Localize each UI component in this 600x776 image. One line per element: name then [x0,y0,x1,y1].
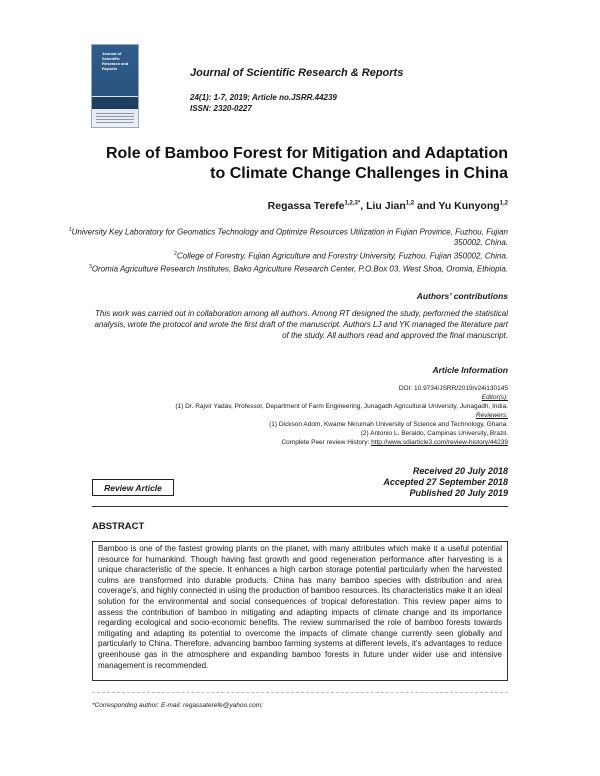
issn-line: ISSN: 2320-0227 [190,104,252,113]
article-type-badge: Review Article [92,479,174,496]
affiliation [48,249,508,262]
affiliation-text: Oromia Agriculture Research Institutes, Bako Agriculture Research Center, P.O.Box 03, West Shoa, Oromia, Ethiopia. [91,264,508,274]
volume-line: 24(1): 1-7, 2019; Article no.JSRR.44239 [190,93,337,102]
article-dates [383,466,508,499]
contributions-heading: Authors’ contributions [416,291,508,301]
footnote-divider [92,692,508,693]
section-divider [92,506,508,507]
cover-band [92,97,138,109]
received-date: Received 20 July 2018 [412,466,508,476]
affiliation-number: 2 [174,250,177,257]
author-name: Yu Kunyong [438,200,500,212]
cover-title: Journal of Scientific Research and Reports [102,51,129,71]
author-superscript: 1,2 [405,200,415,207]
reviewer-entry: (1) Dickson Adom, Kwame Nkrumah University of Science and Technology, Ghana. [269,421,508,428]
abstract-heading: ABSTRACT [92,521,145,532]
reviewers-label: Reviewers: [475,412,508,419]
doi: DOI: 10.9734/JSRR/2019/v24i130145 [398,385,508,392]
abstract-text: Bamboo is one of the fastest growing plants on the planet, with many attributes which make it a useful potential resource for humankind. Though having fast growth and good regeneration performance after harvesting is a unique characteristic of the specie. It enhances a high carbon storage potential particularly when the harvested culms are transformed into durable products. China has many bamboo species with distribution and area coverage's, and highly connected in using the production of bamboo resources. Its characteristics make it an ideal solution for the environmental and social consequences of tropical deforestation. This review paper aims to assess the contribution of bamboo in mitigating and adapting impacts of climate change and its importance regarding ecological and socio-economic benefits. The review summarised the role of bamboo forests towards mitigating and adapting its potential to overcome the impacts of climate change currently seen globally and particularly to China. Therefore, advancing bamboo farming systems at different levels, it's advantages to reduce greenhouse gas in the atmosphere and expanding bamboo forests in future under wider use and intensive management is recommended. [92,541,508,681]
accepted-date: Accepted 27 September 2018 [383,477,508,487]
review-history-prefix: Complete Peer review History: [281,439,372,446]
journal-cover-image [91,44,139,128]
affiliation-text: University Key Laboratory for Geomatics Technology and Optimize Resources Utilization in Fujian Province, Fuzhou, Fujian 350002, China. [71,227,508,248]
affiliations [48,225,508,275]
author-list [268,200,508,212]
article-info-heading: Article Information [432,365,508,375]
author-superscript: 1,2,3* [344,200,361,207]
author-name: Liu Jian [366,200,406,212]
review-history-link[interactable]: http://www.sdiarticle3.com/review-history/44239 [371,439,508,446]
published-date: Published 20 July 2019 [409,488,508,498]
author-separator: and [414,200,439,212]
author-separator: , [360,200,367,212]
contributions-text: This work was carried out in collaboration among all authors. Among RT designed the study, performed the statistical analysis, wrote the protocol and wrote the first draft of the manuscript. Authors LJ and YK managed the literature part of the study. All authors read and approved the final manuscript. [94,309,508,340]
affiliation [48,225,508,249]
affiliation-text: College of Forestry, Fujian Agriculture and Forestry University, Fuzhou, Fujian 350002, China. [176,251,508,261]
journal-citation [190,92,337,114]
author-superscript: 1,2 [499,200,508,207]
editor-entry: (1) Dr. Rajvir Yadav, Professor, Department of Farm Engineering, Junagadh Agricultural University, Junagadh, India. [175,403,508,410]
journal-name: Journal of Scientific Research & Reports [190,67,404,79]
article-info [38,384,508,447]
corresponding-author-footnote: *Corresponding author: E-mail: regassaterefe@yahoo.com; [92,702,263,709]
affiliation-number: 1 [68,227,72,233]
author-name: Regassa Terefe [267,200,345,212]
editors-label: Editor(s): [481,394,508,401]
cover-lines [96,113,134,114]
paper-title: Role of Bamboo Forest for Mitigation and Adaptation to Climate Change Challenges in China [105,145,508,182]
affiliation [48,262,508,275]
review-history [38,438,508,447]
reviewer-entry: (2) Antonio L. Beraldo, Campinas University, Brazil. [360,430,508,437]
affiliation-number: 3 [89,263,92,270]
